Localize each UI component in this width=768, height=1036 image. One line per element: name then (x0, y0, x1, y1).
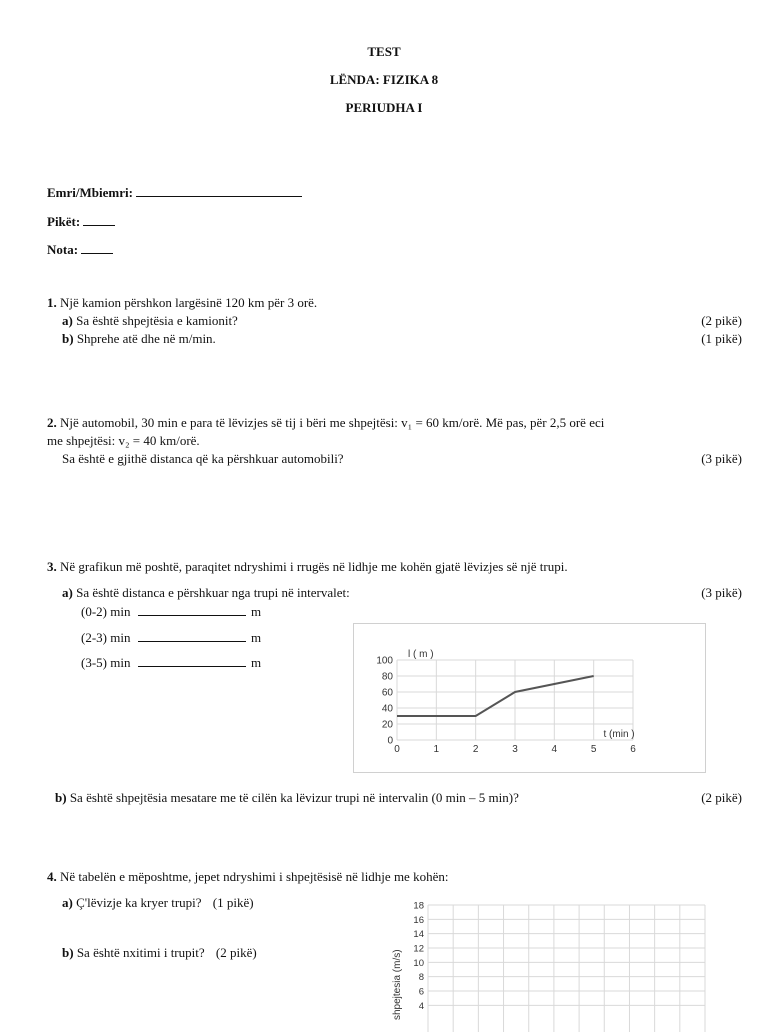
q2-points: (3 pikë) (701, 451, 742, 466)
y-tick-label: 20 (381, 719, 393, 731)
q4-part-b (62, 945, 257, 961)
q3-number: 3. (47, 559, 57, 574)
velocity-time-chart (380, 892, 710, 1024)
q3-a-text: Sa është distanca e përshkuar nga trupi në intervalet: (76, 585, 350, 600)
q1-a-label: a) (62, 313, 73, 328)
q1-b-label: b) (62, 331, 74, 346)
x-tick-label: 0 (394, 744, 400, 755)
q1-a-points: (2 pikë) (701, 313, 742, 328)
y-axis-label: shpejtesia (m/s) (392, 949, 403, 1020)
y-tick-label: 14 (413, 929, 424, 941)
q1-part-b (62, 331, 216, 347)
unit-label: m (250, 604, 262, 619)
q4-text (47, 869, 448, 885)
q1-b-points: (1 pikë) (701, 331, 742, 346)
x-tick-label: 2 (472, 744, 479, 755)
test-title: TEST (367, 44, 401, 59)
grade-blank[interactable] (81, 241, 113, 254)
q1-text (47, 295, 317, 311)
q4-number: 4. (47, 869, 57, 884)
interval-answer-blank[interactable] (138, 603, 246, 616)
q3-b-label: b) (55, 790, 67, 805)
y-tick-label: 80 (381, 671, 393, 683)
y-axis-label: l ( m ) (408, 649, 434, 660)
q3-part-a (62, 585, 350, 601)
x-axis-label: t (min ) (603, 729, 635, 740)
interval-answer-blank[interactable] (138, 654, 246, 667)
name-blank[interactable] (136, 184, 302, 197)
period-title: PERIUDHA I (345, 100, 423, 115)
q2-statement-1: Një automobil, 30 min e para të lëvizjes së tij i bëri me shpejtësi: v₁ = 60 km/orë. Më pas, për 2,5 orë eci (60, 415, 605, 430)
x-tick-label: 4 (551, 744, 558, 755)
q3-b-points: (2 pikë) (701, 790, 742, 805)
q3-text (47, 559, 568, 575)
y-tick-label: 6 (418, 986, 424, 998)
q3-b-text: Sa është shpejtësia mesatare me të cilën ka lëvizur trupi në intervalin (0 min – 5 min)? (69, 790, 519, 805)
unit-label: m (250, 655, 262, 670)
y-tick-label: 0 (387, 735, 393, 747)
q1-a-text: Sa është shpejtësia e kamionit? (76, 313, 238, 328)
y-tick-label: 12 (413, 943, 424, 955)
q2-number: 2. (47, 415, 57, 430)
q3-interval-row[interactable] (81, 603, 261, 620)
y-tick-label: 60 (381, 687, 393, 699)
q1-part-a (62, 313, 238, 329)
q2-line2: me shpejtësi: v₂ = 40 km/orë. (47, 433, 200, 448)
x-tick-label: 6 (630, 744, 636, 755)
q4-a-text: Ç'lëvizje ka kryer trupi? (76, 895, 202, 910)
q3-a-label: a) (62, 585, 73, 600)
q4-a-points: (1 pikë) (212, 895, 254, 910)
x-tick-label: 1 (433, 744, 440, 755)
subject-title: LËNDA: FIZIKA 8 (329, 72, 439, 87)
q1-b-text: Shprehe atë dhe në m/min. (76, 331, 216, 346)
grade-field[interactable] (47, 241, 113, 258)
interval-label: (2-3) min (81, 630, 131, 645)
grade-label: Nota: (47, 242, 79, 257)
q3-statement: Në grafikun më poshtë, paraqitet ndryshimi i rrugës në lidhje me kohën gjatë lëvizjes së një trupi. (60, 559, 568, 574)
y-tick-label: 10 (413, 957, 424, 969)
q3-a-points: (3 pikë) (701, 585, 742, 600)
x-tick-label: 3 (512, 744, 518, 755)
q3-interval-row[interactable] (81, 629, 261, 646)
y-tick-label: 16 (413, 914, 424, 926)
interval-label: (0-2) min (81, 604, 131, 619)
q4-b-text: Sa është nxitimi i trupit? (76, 945, 205, 960)
points-label: Pikët: (47, 214, 81, 229)
q3-part-b (55, 790, 519, 806)
y-tick-label: 40 (381, 703, 393, 715)
distance-time-chart-svg (354, 624, 705, 772)
name-field[interactable] (47, 184, 302, 201)
y-tick-label: 4 (418, 1000, 424, 1012)
interval-label: (3-5) min (81, 655, 131, 670)
q1-statement: Një kamion përshkon largësinë 120 km për 3 orë. (60, 295, 318, 310)
points-blank[interactable] (83, 213, 115, 226)
q4-part-a (62, 895, 254, 911)
distance-time-chart (353, 623, 706, 773)
q2-line1 (47, 415, 604, 431)
interval-answer-blank[interactable] (138, 629, 246, 642)
unit-label: m (250, 630, 262, 645)
name-label: Emri/Mbiemri: (47, 185, 133, 200)
q4-statement: Në tabelën e mëposhtme, jepet ndryshimi i shpejtësisë në lidhje me kohën: (60, 869, 449, 884)
q4-a-label: a) (62, 895, 73, 910)
y-tick-label: 100 (376, 655, 393, 667)
points-field[interactable] (47, 213, 115, 230)
q1-number: 1. (47, 295, 57, 310)
x-tick-label: 5 (590, 744, 597, 755)
y-tick-label: 18 (413, 900, 424, 912)
velocity-time-chart-svg (380, 892, 710, 1032)
distance-series-line (397, 676, 594, 716)
q4-b-label: b) (62, 945, 74, 960)
y-tick-label: 8 (418, 972, 424, 984)
q4-b-points: (2 pikë) (215, 945, 257, 960)
q2-line3: Sa është e gjithë distanca që ka përshkuar automobili? (62, 451, 344, 466)
q3-interval-row[interactable] (81, 654, 261, 671)
